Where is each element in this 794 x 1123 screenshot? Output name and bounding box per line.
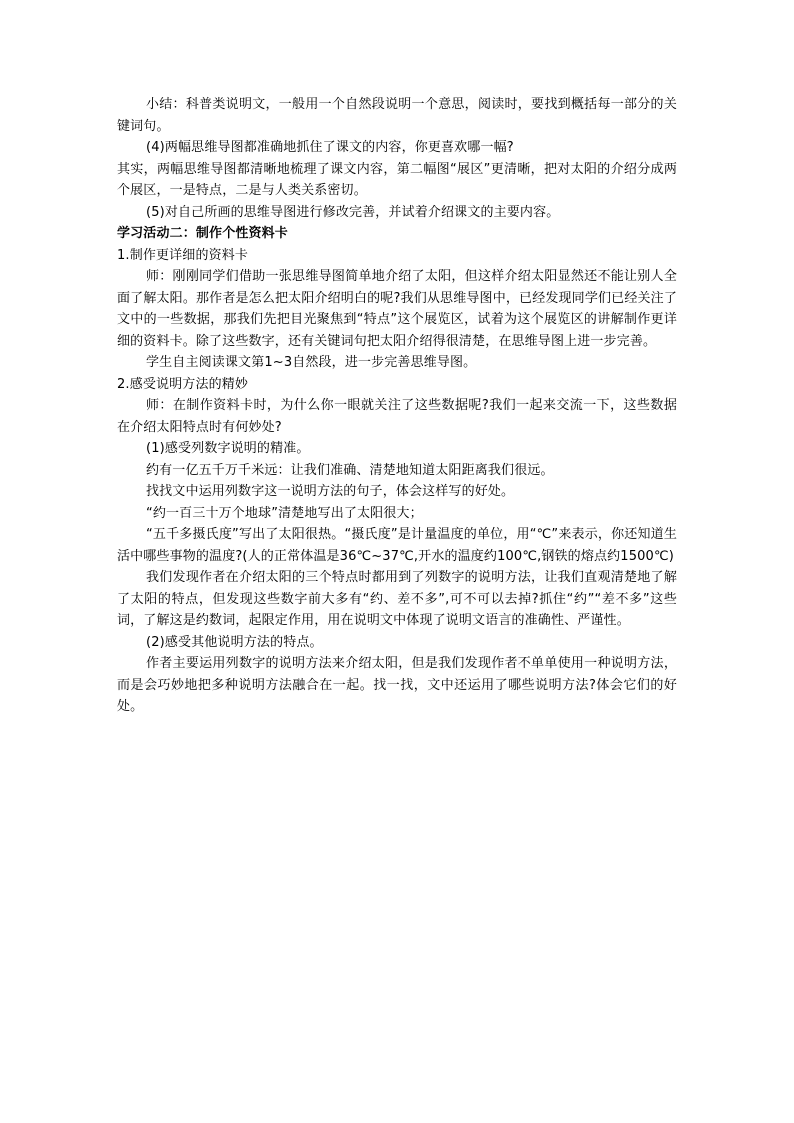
summary-paragraph: 小结：科普类说明文，一般用一个自然段说明一个意思，阅读时，要找到概括每一部分的关键词句。 [117, 97, 677, 134]
question-5: (5)对自己所画的思维导图进行修改完善，并试着介绍课文的主要内容。 [146, 204, 560, 220]
teacher-paragraph-2: 师：在制作资料卡时，为什么你一眼就关注了这些数据呢?我们一起来交流一下，这些数据在介绍太阳特点时有何妙处? [117, 398, 677, 435]
activity-two-heading: 学习活动二：制作个性资料卡 [117, 226, 288, 241]
section-1-title: 1.制作更详细的资料卡 [117, 247, 249, 263]
student-reading-paragraph: 学生自主阅读课文第1~3自然段，进一步完善思维导图。 [146, 355, 477, 370]
question-4: (4)两幅思维导图都准确地抓住了课文的内容，你更喜欢哪一幅? [146, 140, 514, 155]
earth-size-paragraph: “约一百三十万个地球”清楚地写出了太阳很大； [146, 505, 423, 521]
teacher-paragraph-1: 师：刚刚同学们借助一张思维导图简单地介绍了太阳，但这样介绍太阳显然还不能让别人全面了解太阳。那作者是怎么把太阳介绍明白的呢?我们从思维导图中，已经发现同学们已经关注了文中的一些数据，那我们先把目光聚焦到“特点”这个展览区，试着为这个展览区的讲解制作更详细的资料卡。除了这些数字，还有关键词句把太阳介绍得很清楚，在思维导图上进一步完善。 [117, 269, 677, 349]
other-methods-paragraph: 作者主要运用列数字的说明方法来介绍太阳，但是我们发现作者不单单使用一种说明方法，而是会巧妙地把多种说明方法融合在一起。找一找，文中还运用了哪些说明方法?体会它们的好处。 [117, 656, 677, 714]
subsection-2-title: (2)感受其他说明方法的特点。 [146, 634, 323, 650]
document-page [117, 94, 677, 718]
subsection-1-title: (1)感受列数字说明的精准。 [146, 441, 310, 456]
approximation-paragraph: 我们发现作者在介绍太阳的三个特点时都用到了列数字的说明方法，让我们直观清楚地了解了太阳的特点，但发现这些数字前大多有“约、差不多”,可不可以去掉?抓住“约”“差不多”这些词，了解这是约数词，起限定作用，用在说明文中体现了说明文语言的准确性、严谨性。 [117, 570, 677, 628]
find-sentences-paragraph: 找找文中运用列数字这一说明方法的句子，体会这样写的好处。 [146, 484, 515, 499]
distance-paragraph: 约有一亿五千万千米远：让我们准确、清楚地知道太阳距离我们很远。 [146, 462, 554, 478]
answer-paragraph: 其实，两幅思维导图都清晰地梳理了课文内容，第二幅图“展区”更清晰，把对太阳的介绍分成两个展区，一是特点，二是与人类关系密切。 [117, 161, 677, 198]
section-2-title: 2.感受说明方法的精妙 [117, 376, 249, 392]
temperature-paragraph: “五千多摄氏度”写出了太阳很热。“摄氏度”是计量温度的单位，用“℃”来表示，你还知道生活中哪些事物的温度?(人的正常体温是36℃~37℃,开水的温度约100℃,钢铁的熔点约1500℃) [117, 527, 677, 564]
